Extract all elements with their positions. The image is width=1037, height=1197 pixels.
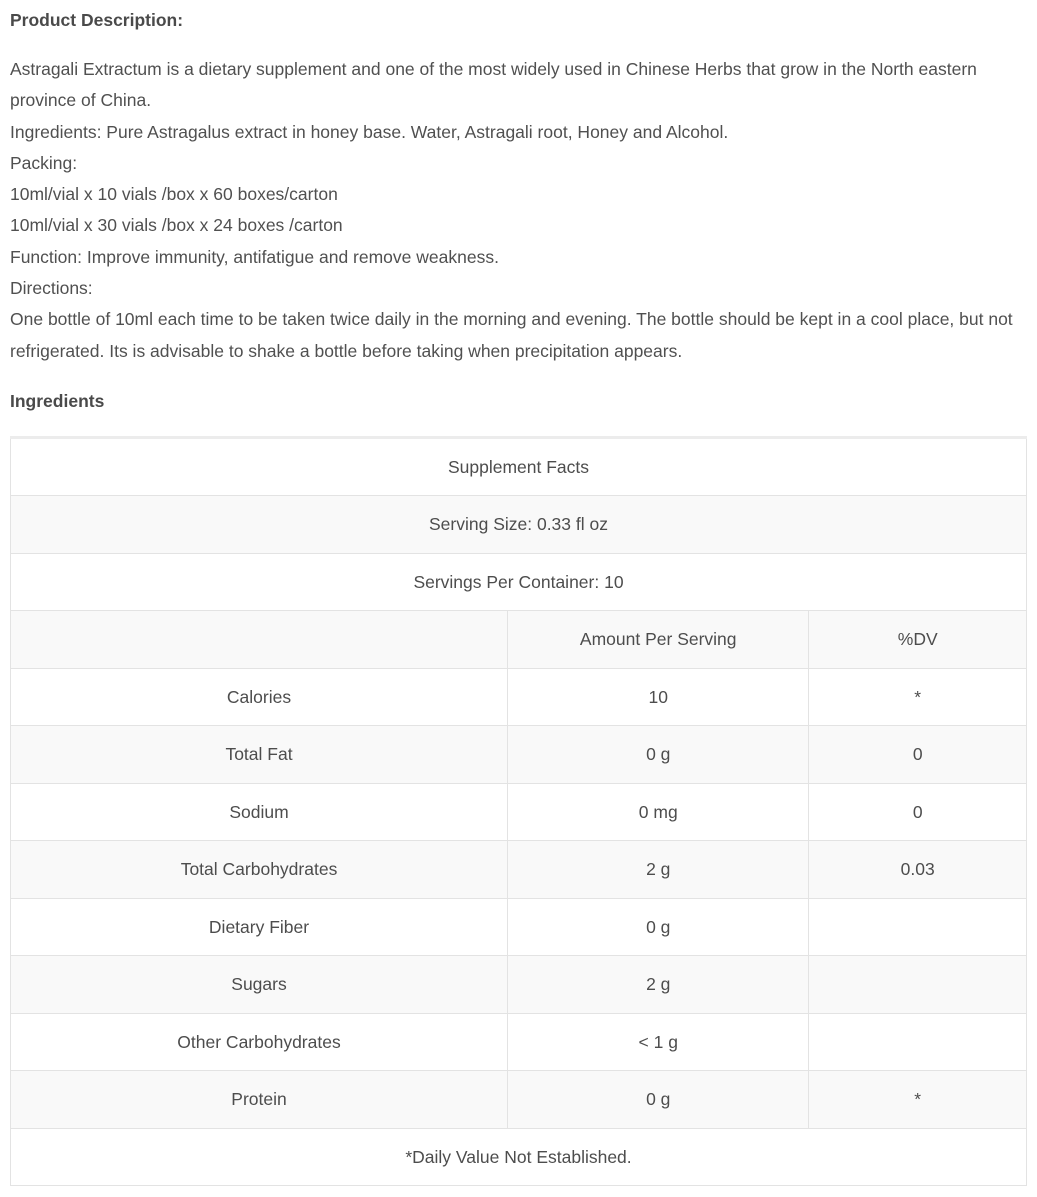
servings-per-container: Servings Per Container: 10 xyxy=(11,553,1027,611)
nutrient-amount: 0 g xyxy=(508,726,809,784)
table-row xyxy=(11,1071,1027,1129)
description-paragraph: Astragali Extractum is a dietary supplement and one of the most widely used in Chinese Herbs that grow in the North eastern province of China. xyxy=(10,59,977,111)
nutrient-name: Calories xyxy=(11,668,508,726)
table-row xyxy=(11,841,1027,899)
nutrient-name: Sugars xyxy=(11,956,508,1014)
table-row xyxy=(11,1013,1027,1071)
table-row xyxy=(11,898,1027,956)
packing-option-2: 10ml/vial x 30 vials /box x 24 boxes /carton xyxy=(10,215,343,236)
nutrient-amount: 0 g xyxy=(508,1071,809,1129)
serving-size: Serving Size: 0.33 fl oz xyxy=(11,496,1027,554)
supplement-facts-table xyxy=(10,436,1027,1187)
table-row xyxy=(11,726,1027,784)
ingredients-heading: Ingredients xyxy=(10,390,105,411)
function-line: Function: Improve immunity, antifatigue and remove weakness. xyxy=(10,246,499,267)
ingredients-line: Ingredients: Pure Astragalus extract in honey base. Water, Astragali root, Honey and Alcohol. xyxy=(10,121,729,142)
nutrient-dv: * xyxy=(809,668,1027,726)
nutrient-dv xyxy=(809,1013,1027,1071)
nutrient-dv xyxy=(809,956,1027,1014)
nutrient-amount: 2 g xyxy=(508,841,809,899)
directions-text: One bottle of 10ml each time to be taken twice daily in the morning and evening. The bottle should be kept in a cool place, but not refrigerated. Its is advisable to shake a bottle before taking when precipitation appears. xyxy=(10,309,1013,361)
table-header-row xyxy=(11,611,1027,669)
nutrient-amount: 0 mg xyxy=(508,783,809,841)
nutrient-dv: 0 xyxy=(809,783,1027,841)
nutrient-name: Total Carbohydrates xyxy=(11,841,508,899)
product-description-heading: Product Description: xyxy=(10,10,184,30)
product-content xyxy=(10,0,1027,1186)
nutrient-dv: 0 xyxy=(809,726,1027,784)
column-header-amount: Amount Per Serving xyxy=(508,611,809,669)
packing-label: Packing: xyxy=(10,152,78,173)
nutrient-name: Other Carbohydrates xyxy=(11,1013,508,1071)
nutrient-name: Protein xyxy=(11,1071,508,1129)
nutrient-amount: 2 g xyxy=(508,956,809,1014)
nutrient-dv: * xyxy=(809,1071,1027,1129)
table-row xyxy=(11,1128,1027,1186)
daily-value-footnote: *Daily Value Not Established. xyxy=(11,1128,1027,1186)
nutrient-amount: 0 g xyxy=(508,898,809,956)
nutrient-name: Dietary Fiber xyxy=(11,898,508,956)
table-row xyxy=(11,496,1027,554)
nutrient-name: Total Fat xyxy=(11,726,508,784)
table-row xyxy=(11,668,1027,726)
table-row xyxy=(11,956,1027,1014)
directions-label: Directions: xyxy=(10,278,93,299)
table-row xyxy=(11,783,1027,841)
nutrient-dv xyxy=(809,898,1027,956)
nutrient-amount: 10 xyxy=(508,668,809,726)
packing-option-1: 10ml/vial x 10 vials /box x 60 boxes/carton xyxy=(10,184,338,205)
table-row xyxy=(11,553,1027,611)
nutrient-amount: < 1 g xyxy=(508,1013,809,1071)
nutrient-dv: 0.03 xyxy=(809,841,1027,899)
nutrient-name: Sodium xyxy=(11,783,508,841)
supplement-facts-title: Supplement Facts xyxy=(11,437,1027,496)
table-row xyxy=(11,437,1027,496)
product-description-text xyxy=(10,54,1027,367)
column-header-nutrient xyxy=(11,611,508,669)
column-header-dv: %DV xyxy=(809,611,1027,669)
